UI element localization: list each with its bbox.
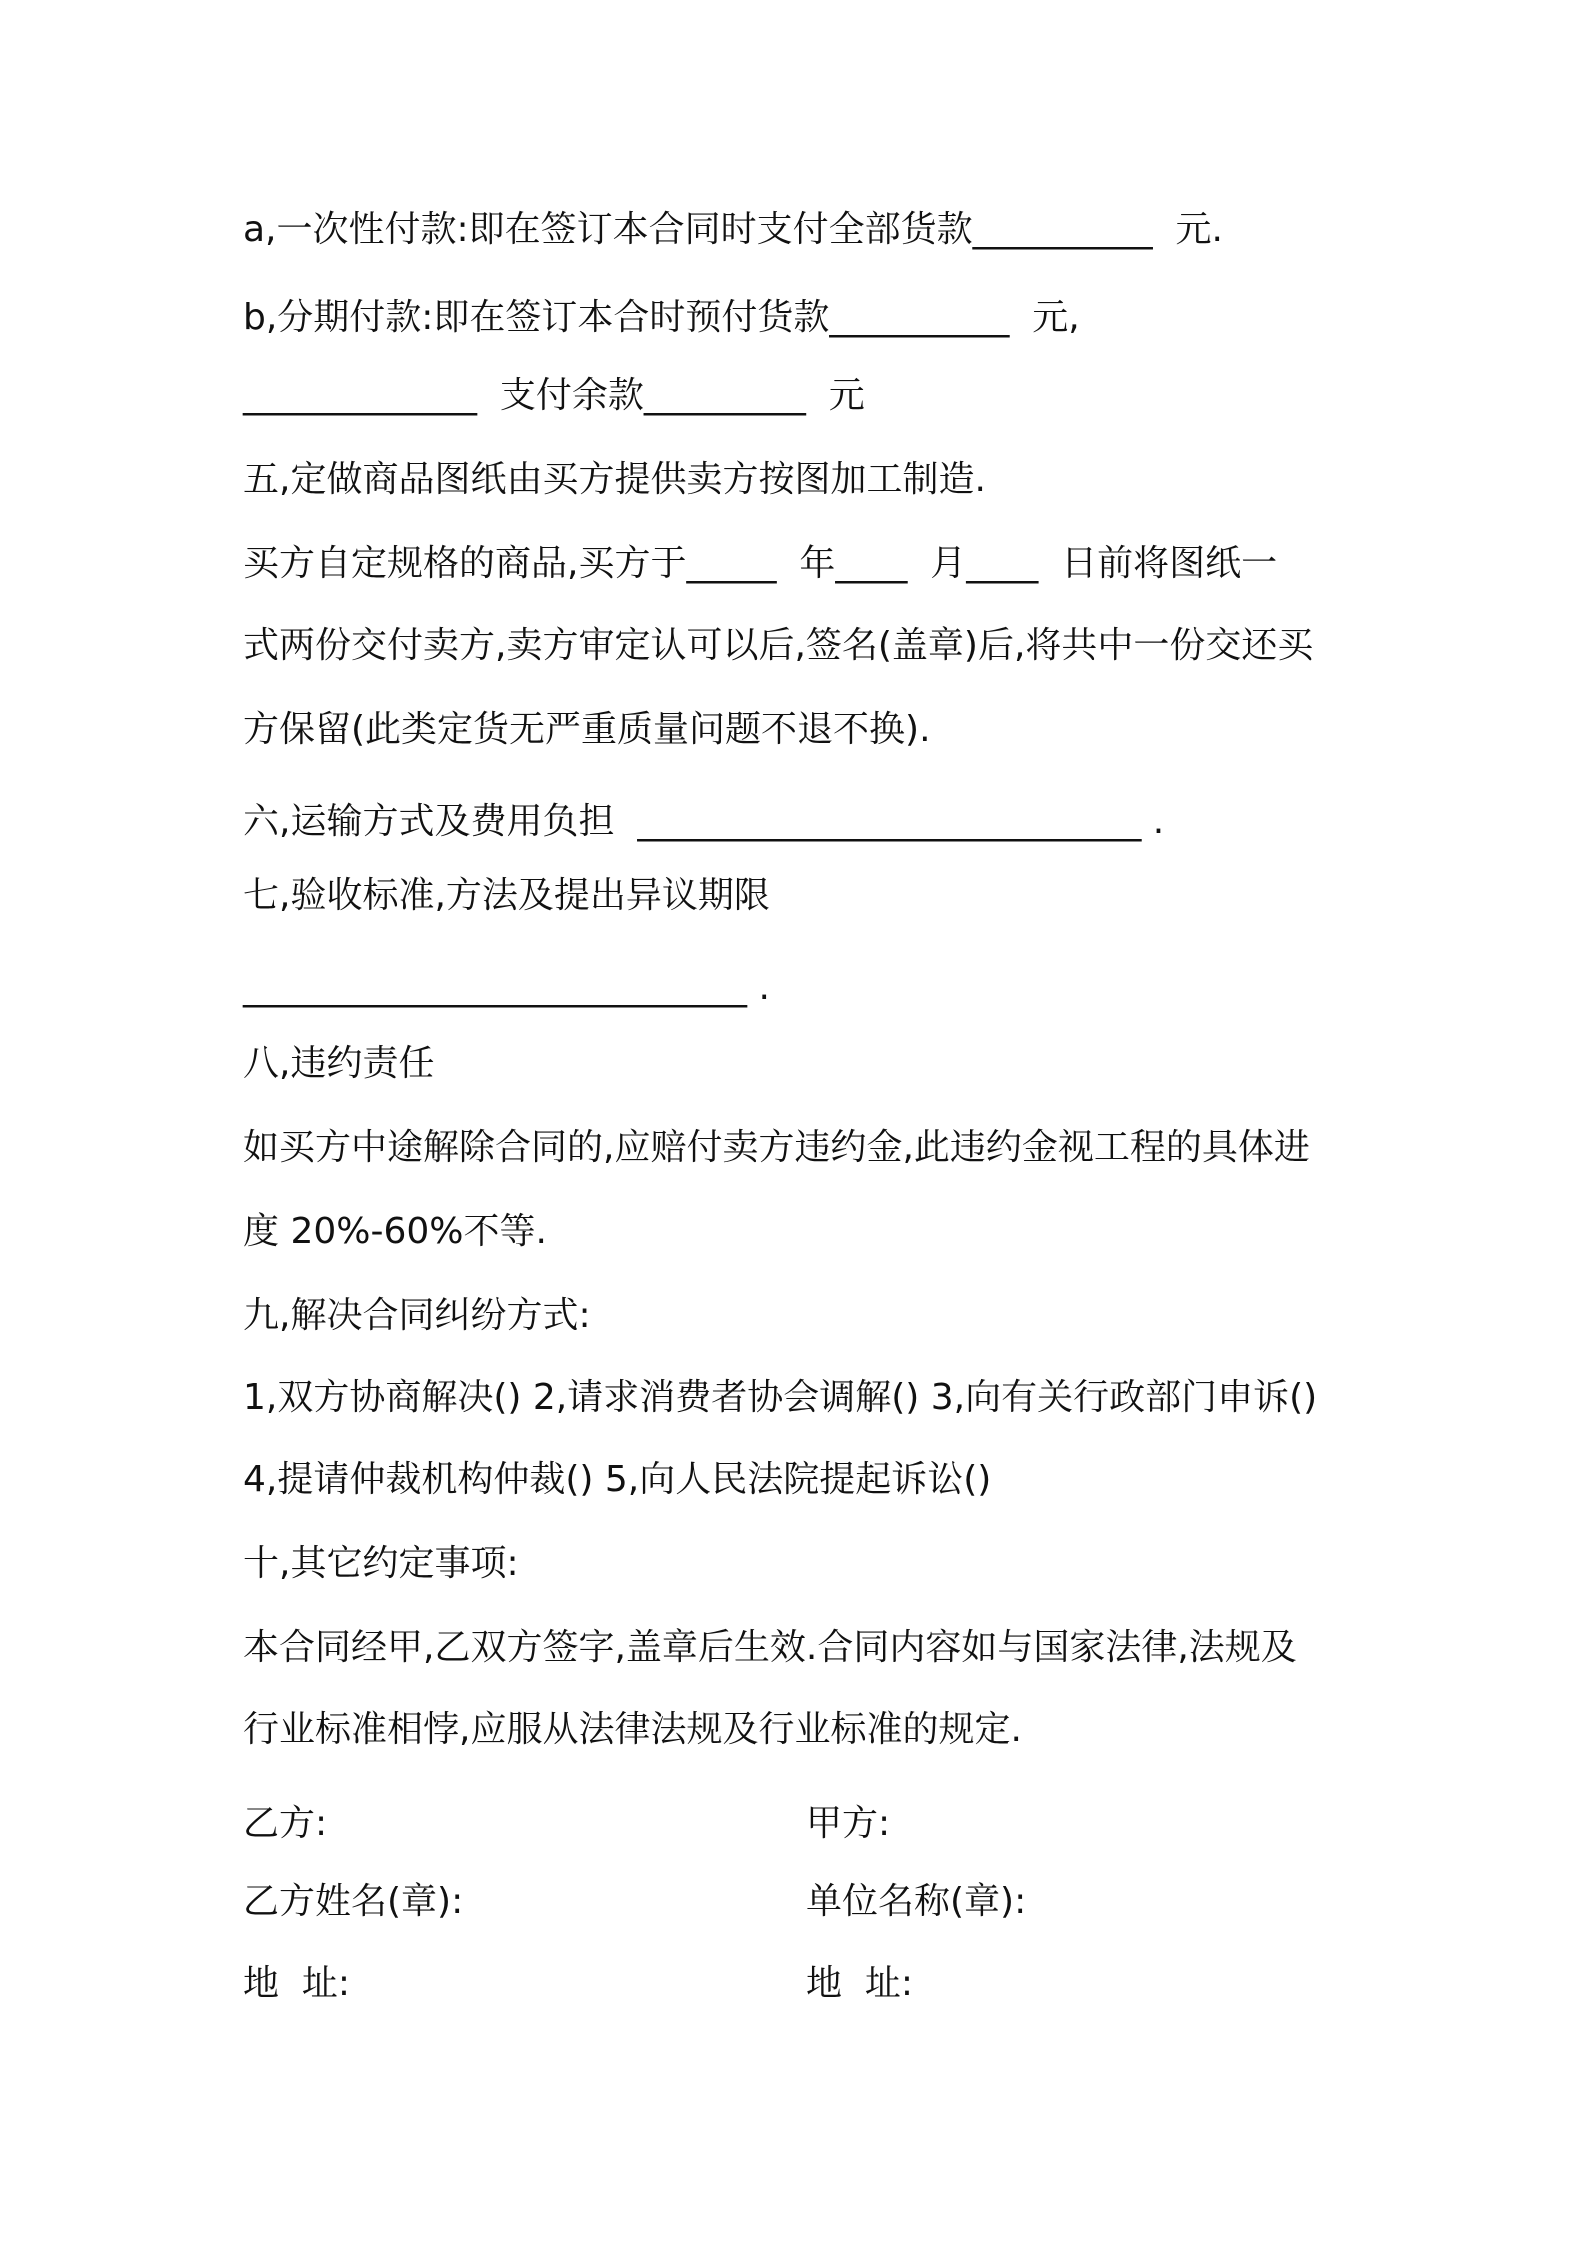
section-9-options-line-1: 1,双方协商解决() 2,请求消费者协会调解() 3,向有关行政部门申诉() bbox=[243, 1377, 1318, 1418]
party-b-label: 乙方: bbox=[243, 1803, 328, 1844]
party-a-unit-label: 单位名称(章): bbox=[806, 1881, 1027, 1922]
payment-installment-line-2: _____________ 支付余款_________ 元 bbox=[243, 375, 865, 416]
party-b-address-label: 地 址: bbox=[243, 1963, 351, 2004]
section-9-title: 九,解决合同纠纷方式: bbox=[243, 1295, 591, 1336]
section-7-blank: ____________________________ . bbox=[243, 967, 770, 1008]
section-8-body-line-2: 度 20%-60%不等. bbox=[243, 1211, 547, 1252]
section-8-title: 八,违约责任 bbox=[243, 1043, 435, 1084]
section-5-body-line-2: 式两份交付卖方,卖方审定认可以后,签名(盖章)后,将共中一份交还买 bbox=[243, 625, 1314, 666]
section-10-body-line-1: 本合同经甲,乙双方签字,盖章后生效.合同内容如与国家法律,法规及 bbox=[243, 1627, 1297, 1668]
party-a-label: 甲方: bbox=[806, 1803, 891, 1844]
section-7-title: 七,验收标准,方法及提出异议期限 bbox=[243, 875, 770, 916]
section-8-body-line-1: 如买方中途解除合同的,应赔付卖方违约金,此违约金视工程的具体进 bbox=[243, 1127, 1310, 1168]
section-9-options-line-2: 4,提请仲裁机构仲裁() 5,向人民法院提起诉讼() bbox=[243, 1459, 992, 1500]
section-10-title: 十,其它约定事项: bbox=[243, 1543, 519, 1584]
section-5-title: 五,定做商品图纸由买方提供卖方按图加工制造. bbox=[243, 459, 986, 500]
payment-lump-sum-line: a,一次性付款:即在签订本合同时支付全部货款__________ 元. bbox=[243, 209, 1223, 250]
section-10-body-line-2: 行业标准相悖,应服从法律法规及行业标准的规定. bbox=[243, 1709, 1022, 1750]
section-5-body-line-3: 方保留(此类定货无严重质量问题不退不换). bbox=[243, 709, 931, 750]
party-b-name-label: 乙方姓名(章): bbox=[243, 1881, 464, 1922]
party-a-address-label: 地 址: bbox=[806, 1963, 914, 2004]
section-6-title: 六,运输方式及费用负担 ____________________________ . bbox=[243, 801, 1165, 842]
section-5-body-line-1: 买方自定规格的商品,买方于_____ 年____ 月____ 日前将图纸一 bbox=[243, 543, 1278, 584]
payment-installment-line-1: b,分期付款:即在签订本合时预付货款__________ 元, bbox=[243, 297, 1080, 338]
